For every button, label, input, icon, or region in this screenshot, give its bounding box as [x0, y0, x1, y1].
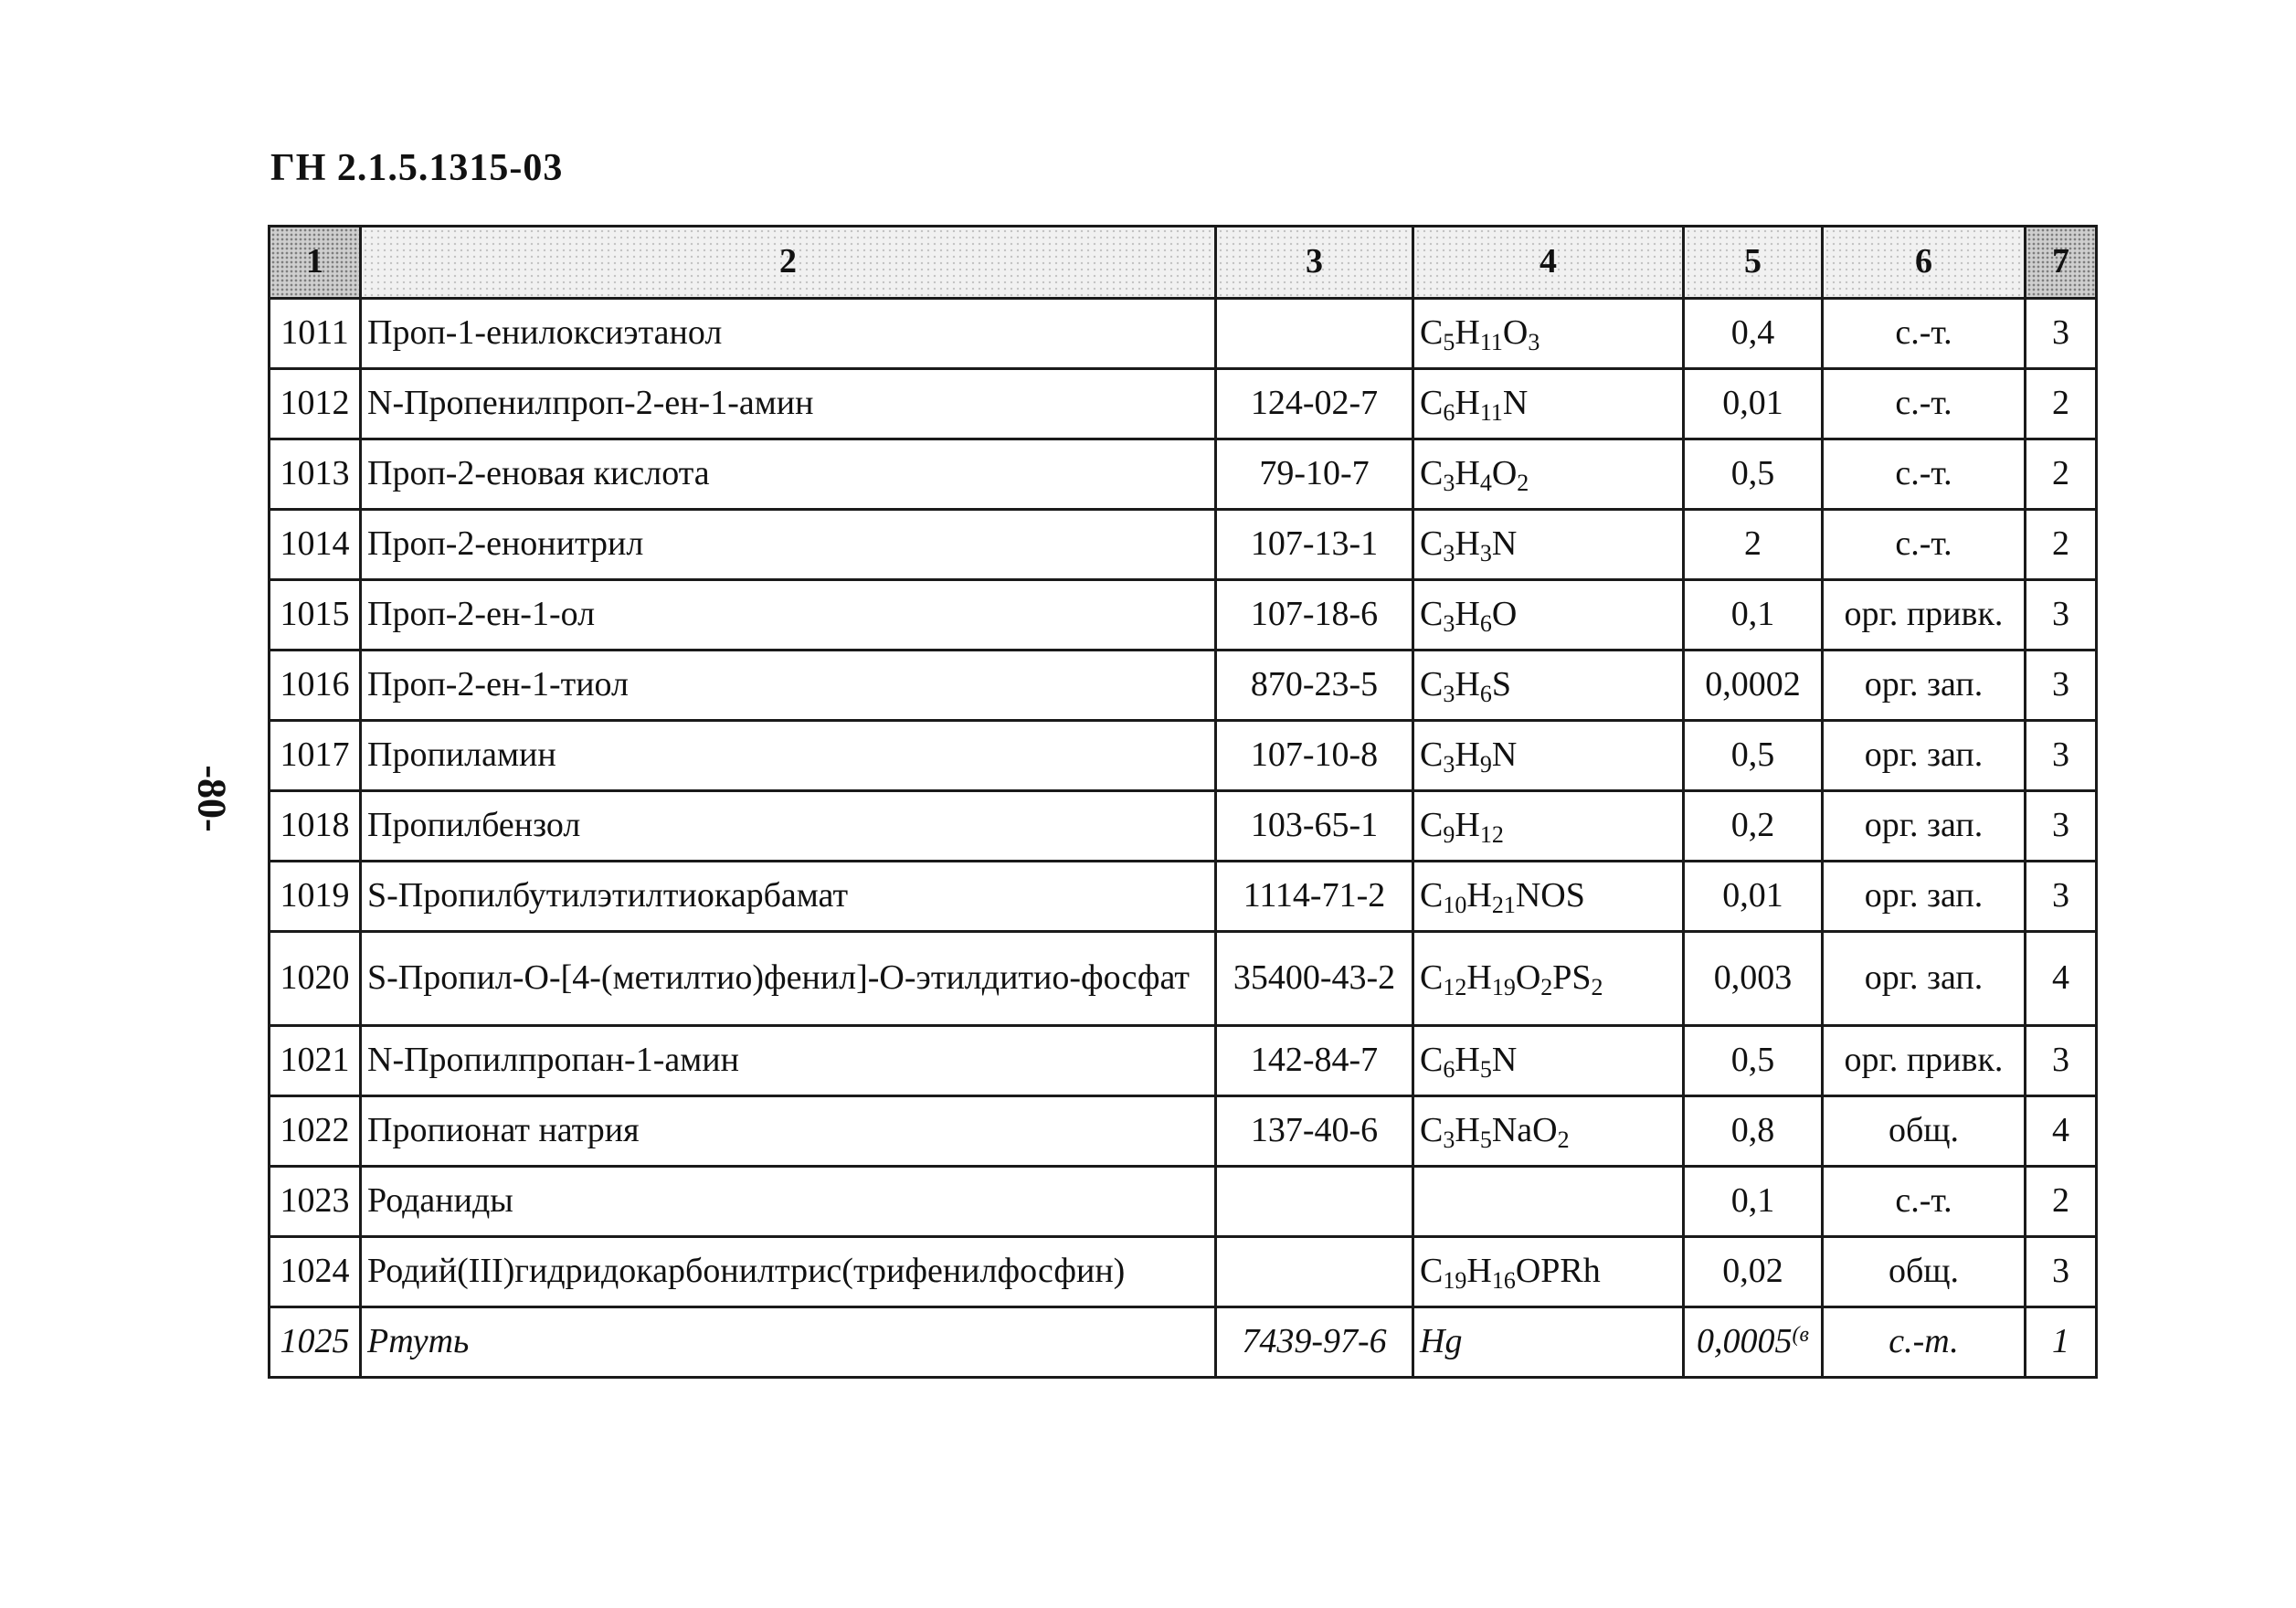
hazard-indicator: орг. привк. [1823, 1026, 2026, 1096]
substance-name: Родий(III)гидридокарбонилтрис(трифенилфосфин) [361, 1237, 1216, 1307]
formula-element: C [1420, 454, 1444, 493]
hazard-indicator: с.-т. [1823, 369, 2026, 439]
mac-value-text: 0,2 [1730, 806, 1775, 845]
formula-subscript: 4 [1479, 470, 1492, 497]
column-header-6: 6 [1823, 227, 2026, 299]
formula-element: N [1491, 1041, 1518, 1080]
formula-subscript: 5 [1443, 329, 1455, 356]
formula-subscript: 3 [1528, 329, 1540, 356]
formula-element: H [1455, 1111, 1480, 1150]
formula-element: OPRh [1515, 1252, 1601, 1291]
substance-name: Проп-1-енилоксиэтанол [361, 299, 1216, 369]
formula-subscript: 11 [1479, 329, 1503, 356]
mac-value [1684, 932, 1823, 1026]
table-row [270, 299, 2097, 369]
formula-subscript: 6 [1479, 681, 1492, 708]
mac-value [1684, 439, 1823, 510]
formula-subscript: 3 [1443, 1127, 1455, 1154]
hazard-class: 1 [2026, 1307, 2097, 1378]
formula-subscript: 12 [1443, 974, 1467, 1001]
formula-element: H [1455, 1041, 1480, 1080]
mac-value [1684, 369, 1823, 439]
cas-number: 124-02-7 [1216, 369, 1413, 439]
hazard-class: 3 [2026, 721, 2097, 791]
chemical-formula [1413, 580, 1684, 651]
mac-value [1684, 1167, 1823, 1237]
formula-subscript: 5 [1479, 1056, 1492, 1084]
column-header-7: 7 [2026, 227, 2097, 299]
table-row [270, 1096, 2097, 1167]
mac-value [1684, 1307, 1823, 1378]
formula-subscript: 19 [1443, 1267, 1467, 1295]
table-body [270, 299, 2097, 1378]
row-number: 1022 [270, 1096, 361, 1167]
hazard-class: 3 [2026, 299, 2097, 369]
chemical-formula [1413, 1167, 1684, 1237]
mac-value [1684, 1026, 1823, 1096]
hazard-indicator: с.-т. [1823, 439, 2026, 510]
mac-value [1684, 862, 1823, 932]
mac-value [1684, 651, 1823, 721]
column-header-2: 2 [361, 227, 1216, 299]
row-number: 1019 [270, 862, 361, 932]
hazard-class: 2 [2026, 510, 2097, 580]
formula-subscript: 6 [1443, 1056, 1455, 1084]
chemical-formula [1413, 1096, 1684, 1167]
substances-table [268, 225, 2098, 1379]
substance-name: Ртуть [361, 1307, 1216, 1378]
table-header-row [270, 227, 2097, 299]
formula-element: C [1420, 384, 1444, 423]
table-row [270, 862, 2097, 932]
formula-element: H [1466, 1252, 1492, 1291]
formula-element: C [1420, 876, 1444, 915]
formula-subscript: 2 [1557, 1127, 1570, 1154]
hazard-indicator: общ. [1823, 1096, 2026, 1167]
formula-element: C [1420, 958, 1444, 998]
mac-value [1684, 299, 1823, 369]
formula-element: H [1466, 876, 1492, 915]
formula-element: H [1455, 454, 1480, 493]
substance-name: Проп-2-енонитрил [361, 510, 1216, 580]
hazard-indicator: с.-т. [1823, 510, 2026, 580]
hazard-class: 3 [2026, 791, 2097, 862]
cas-number: 35400-43-2 [1216, 932, 1413, 1026]
hazard-class: 3 [2026, 862, 2097, 932]
mac-value-text: 0,5 [1730, 735, 1775, 775]
substance-name: S-Пропил-O-[4-(метилтио)фенил]-O-этилдитио-фосфат [361, 932, 1216, 1026]
hazard-class: 2 [2026, 369, 2097, 439]
row-number: 1025 [270, 1307, 361, 1378]
row-number: 1020 [270, 932, 361, 1026]
substance-name: N-Пропилпропан-1-амин [361, 1026, 1216, 1096]
formula-subscript: 6 [1479, 610, 1492, 638]
table-row [270, 1307, 2097, 1378]
substance-name: Пропионат натрия [361, 1096, 1216, 1167]
formula-element: PS [1552, 958, 1592, 998]
row-number: 1024 [270, 1237, 361, 1307]
formula-element: C [1420, 735, 1444, 775]
row-number: 1013 [270, 439, 361, 510]
column-header-3: 3 [1216, 227, 1413, 299]
document-title: ГН 2.1.5.1315-03 [270, 147, 564, 189]
hazard-indicator: орг. зап. [1823, 862, 2026, 932]
formula-subscript: 9 [1443, 821, 1455, 849]
formula-element: H [1455, 524, 1480, 564]
mac-value [1684, 1237, 1823, 1307]
formula-element: H [1455, 595, 1480, 634]
formula-subscript: 12 [1479, 821, 1504, 849]
mac-value-text: 0,5 [1730, 454, 1775, 493]
table-row [270, 651, 2097, 721]
substance-name: Проп-2-ен-1-тиол [361, 651, 1216, 721]
chemical-formula [1413, 651, 1684, 721]
formula-element: O [1491, 595, 1518, 634]
hazard-indicator: орг. зап. [1823, 721, 2026, 791]
hazard-class: 4 [2026, 1096, 2097, 1167]
cas-number: 107-13-1 [1216, 510, 1413, 580]
row-number: 1018 [270, 791, 361, 862]
formula-element: C [1420, 1111, 1444, 1150]
mac-value-text: 0,003 [1713, 958, 1793, 998]
formula-element: H [1455, 665, 1480, 704]
column-header-4: 4 [1413, 227, 1684, 299]
mac-value-text: 0,8 [1730, 1111, 1775, 1150]
cas-number: 107-10-8 [1216, 721, 1413, 791]
formula-element: S [1491, 665, 1511, 704]
row-number: 1017 [270, 721, 361, 791]
formula-subscript: 19 [1491, 974, 1516, 1001]
row-number: 1016 [270, 651, 361, 721]
formula-subscript: 3 [1443, 751, 1455, 778]
formula-element: N [1502, 384, 1529, 423]
formula-element: O [1515, 958, 1541, 998]
formula-element: C [1420, 524, 1444, 564]
cas-number [1216, 1237, 1413, 1307]
mac-value-text: 0,0005 [1697, 1322, 1793, 1361]
row-number: 1011 [270, 299, 361, 369]
cas-number: 137-40-6 [1216, 1096, 1413, 1167]
mac-value-text: 0,5 [1730, 1041, 1775, 1080]
row-number: 1014 [270, 510, 361, 580]
substance-name: N-Пропенилпроп-2-ен-1-амин [361, 369, 1216, 439]
hazard-indicator: орг. зап. [1823, 651, 2026, 721]
page-number: -80- [189, 765, 235, 832]
hazard-indicator: орг. привк. [1823, 580, 2026, 651]
formula-subscript: 2 [1517, 470, 1529, 497]
formula-element: O [1491, 454, 1518, 493]
footnote-mark: (в [1792, 1323, 1809, 1348]
chemical-formula [1413, 369, 1684, 439]
table-row [270, 439, 2097, 510]
formula-subscript: 3 [1443, 540, 1455, 567]
mac-value [1684, 791, 1823, 862]
hazard-indicator: с.-т. [1823, 1167, 2026, 1237]
chemical-formula [1413, 510, 1684, 580]
formula-element: C [1420, 1041, 1444, 1080]
formula-subscript: 3 [1443, 681, 1455, 708]
formula-subscript: 9 [1479, 751, 1492, 778]
formula-subscript: 11 [1479, 399, 1503, 427]
chemical-formula [1413, 1237, 1684, 1307]
formula-element: H [1455, 735, 1480, 775]
hazard-class: 3 [2026, 1026, 2097, 1096]
table-row [270, 369, 2097, 439]
formula-subscript: 2 [1591, 974, 1603, 1001]
formula-element: NaO [1491, 1111, 1558, 1150]
table-row [270, 1026, 2097, 1096]
substance-name: Проп-2-еновая кислота [361, 439, 1216, 510]
formula-subscript: 21 [1491, 892, 1516, 919]
table-row [270, 791, 2097, 862]
chemical-formula [1413, 791, 1684, 862]
row-number: 1015 [270, 580, 361, 651]
cas-number [1216, 299, 1413, 369]
mac-value [1684, 580, 1823, 651]
table-row [270, 932, 2097, 1026]
hazard-indicator: общ. [1823, 1237, 2026, 1307]
chemical-formula [1413, 1307, 1684, 1378]
chemical-formula [1413, 721, 1684, 791]
hazard-indicator: орг. зап. [1823, 932, 2026, 1026]
mac-value-text: 0,1 [1730, 595, 1775, 634]
formula-element: N [1491, 524, 1518, 564]
hazard-indicator: с.-т. [1823, 299, 2026, 369]
table-row [270, 721, 2097, 791]
substance-name: S-Пропилбутилэтилтиокарбамат [361, 862, 1216, 932]
substance-name: Проп-2-ен-1-ол [361, 580, 1216, 651]
formula-element: C [1420, 1252, 1444, 1291]
table-row [270, 510, 2097, 580]
chemical-formula [1413, 862, 1684, 932]
hazard-class: 4 [2026, 932, 2097, 1026]
row-number: 1012 [270, 369, 361, 439]
substance-name: Роданиды [361, 1167, 1216, 1237]
row-number: 1021 [270, 1026, 361, 1096]
table-row [270, 580, 2097, 651]
formula-element: Hg [1420, 1322, 1463, 1361]
hazard-class: 3 [2026, 651, 2097, 721]
formula-element: C [1420, 806, 1444, 845]
formula-element: H [1455, 806, 1480, 845]
cas-number: 7439-97-6 [1216, 1307, 1413, 1378]
formula-subscript: 6 [1443, 399, 1455, 427]
formula-element: N [1491, 735, 1518, 775]
formula-subscript: 16 [1491, 1267, 1516, 1295]
mac-value-text: 0,4 [1730, 313, 1775, 353]
mac-value [1684, 510, 1823, 580]
formula-subscript: 3 [1443, 610, 1455, 638]
formula-subscript: 10 [1443, 892, 1467, 919]
formula-subscript: 5 [1479, 1127, 1492, 1154]
cas-number: 103-65-1 [1216, 791, 1413, 862]
row-number: 1023 [270, 1167, 361, 1237]
formula-element: O [1502, 313, 1529, 353]
mac-value-text: 0,1 [1730, 1181, 1775, 1221]
chemical-formula [1413, 932, 1684, 1026]
formula-element: C [1420, 595, 1444, 634]
formula-element: C [1420, 313, 1444, 353]
formula-element: C [1420, 665, 1444, 704]
column-header-5: 5 [1684, 227, 1823, 299]
mac-value-text: 0,01 [1722, 876, 1783, 915]
formula-element: H [1455, 313, 1480, 353]
formula-element: H [1455, 384, 1480, 423]
table-row [270, 1237, 2097, 1307]
mac-value-text: 2 [1744, 524, 1762, 564]
cas-number: 142-84-7 [1216, 1026, 1413, 1096]
hazard-class: 2 [2026, 439, 2097, 510]
formula-subscript: 3 [1479, 540, 1492, 567]
formula-subscript: 3 [1443, 470, 1455, 497]
column-header-1: 1 [270, 227, 361, 299]
mac-value-text: 0,02 [1722, 1252, 1783, 1291]
chemical-formula [1413, 299, 1684, 369]
mac-value [1684, 1096, 1823, 1167]
hazard-indicator: орг. зап. [1823, 791, 2026, 862]
mac-value [1684, 721, 1823, 791]
mac-value-text: 0,01 [1722, 384, 1783, 423]
cas-number [1216, 1167, 1413, 1237]
cas-number: 870-23-5 [1216, 651, 1413, 721]
hazard-class: 3 [2026, 1237, 2097, 1307]
cas-number: 107-18-6 [1216, 580, 1413, 651]
cas-number: 79-10-7 [1216, 439, 1413, 510]
hazard-class: 2 [2026, 1167, 2097, 1237]
mac-value-text: 0,0002 [1705, 665, 1801, 704]
formula-element: H [1466, 958, 1492, 998]
table-row [270, 1167, 2097, 1237]
hazard-class: 3 [2026, 580, 2097, 651]
substance-name: Пропилбензол [361, 791, 1216, 862]
substance-name: Пропиламин [361, 721, 1216, 791]
chemical-formula [1413, 1026, 1684, 1096]
formula-element: NOS [1515, 876, 1585, 915]
chemical-formula [1413, 439, 1684, 510]
hazard-indicator: с.-т. [1823, 1307, 2026, 1378]
cas-number: 1114-71-2 [1216, 862, 1413, 932]
formula-subscript: 2 [1540, 974, 1553, 1001]
